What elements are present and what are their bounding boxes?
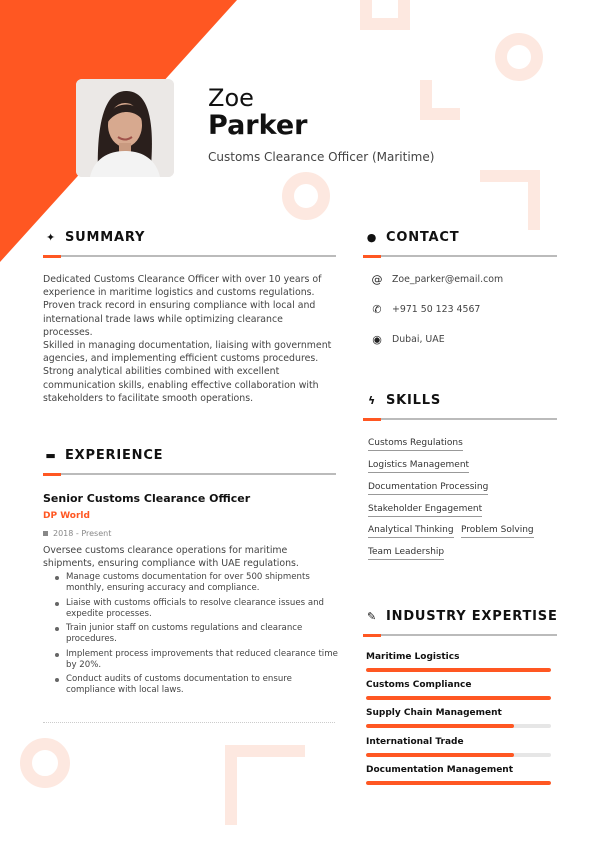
list-item: Conduct audits of customs documentation to ensure compliance with local laws. bbox=[53, 674, 338, 696]
expertise-level-bar bbox=[366, 668, 551, 672]
job-entry-bullets bbox=[53, 572, 338, 700]
background-shape bbox=[420, 80, 460, 120]
expertise-name: Maritime Logistics bbox=[366, 652, 460, 662]
expertise-level-bar bbox=[366, 696, 551, 700]
skill-tag: Analytical Thinking bbox=[368, 525, 454, 538]
skill-tag: Logistics Management bbox=[368, 460, 469, 473]
job-entry-description: Oversee customs clearance operations for maritime shipments, ensuring compliance with UAE regulations. bbox=[43, 545, 299, 570]
list-item: Liaise with customs officials to resolve clearance issues and expedite processes. bbox=[53, 598, 338, 620]
experience-heading bbox=[45, 448, 163, 463]
at-sign-icon: @ bbox=[371, 273, 383, 286]
skill-tag: Problem Solving bbox=[461, 525, 534, 538]
expertise-level-fill bbox=[366, 668, 551, 672]
expertise-divider bbox=[363, 634, 557, 636]
wrench-icon: ✎ bbox=[366, 610, 378, 623]
summary-heading bbox=[45, 230, 145, 245]
sparkle-icon: ✦ bbox=[45, 231, 57, 244]
skill-tag: Stakeholder Engagement bbox=[368, 504, 482, 517]
skills-divider bbox=[363, 418, 557, 420]
contact-email-text[interactable]: Zoe_parker@email.com bbox=[392, 274, 504, 285]
contact-email[interactable] bbox=[370, 273, 503, 286]
contact-phone[interactable] bbox=[370, 303, 480, 316]
list-item: Manage customs documentation for over 500 shipments monthly, ensuring accuracy and compliance. bbox=[53, 572, 338, 594]
contact-divider bbox=[363, 255, 557, 257]
background-shape bbox=[360, 0, 410, 30]
expertise-level-bar bbox=[366, 753, 551, 757]
location-pin-icon: ◉ bbox=[372, 333, 382, 346]
person-photo-icon bbox=[76, 79, 174, 177]
expertise-name: Supply Chain Management bbox=[366, 708, 502, 719]
background-shape bbox=[495, 33, 543, 81]
contact-location-text: Dubai, UAE bbox=[392, 334, 445, 345]
contact-heading-label: CONTACT bbox=[386, 230, 460, 245]
first-name: Zoe bbox=[208, 84, 254, 112]
section-end-divider bbox=[43, 722, 335, 723]
job-title: Customs Clearance Officer (Maritime) bbox=[208, 150, 435, 164]
lightning-icon: ϟ bbox=[367, 394, 377, 407]
skills-heading-label: SKILLS bbox=[386, 393, 442, 408]
summary-heading-label: SUMMARY bbox=[65, 230, 146, 245]
expertise-level-fill bbox=[366, 781, 551, 785]
person-icon: ● bbox=[366, 231, 378, 244]
last-name: Parker bbox=[208, 110, 308, 141]
summary-paragraph: Skilled in managing documentation, liaising with government agencies, and implementing efficient customs procedures. Strong analytical abilities combined with excellent communication skills, enabling effective collaboration with stakeholders to facilitate smooth operations. bbox=[43, 340, 332, 404]
list-item: Train junior staff on customs regulations and clearance procedures. bbox=[53, 623, 338, 645]
skill-tag: Customs Regulations bbox=[368, 438, 463, 451]
background-shape bbox=[480, 170, 540, 230]
background-shape bbox=[225, 745, 305, 825]
contact-location bbox=[370, 333, 445, 346]
summary-divider bbox=[43, 255, 336, 257]
calendar-icon bbox=[43, 531, 48, 536]
expertise-heading-label: INDUSTRY EXPERTISE bbox=[386, 609, 558, 624]
expertise-name: Customs Compliance bbox=[366, 680, 472, 691]
summary-paragraph: Dedicated Customs Clearance Officer with over 10 years of experience in maritime logistics and customs regulations. Proven track record in ensuring compliance with local and international trade laws while optimizing clearance processes. bbox=[43, 274, 322, 338]
experience-heading-label: EXPERIENCE bbox=[65, 448, 164, 463]
profile-photo bbox=[76, 79, 174, 177]
expertise-level-fill bbox=[366, 753, 514, 757]
phone-icon: ✆ bbox=[372, 303, 382, 316]
expertise-name: Documentation Management bbox=[366, 764, 514, 775]
expertise-heading bbox=[366, 609, 558, 624]
expertise-level-fill bbox=[366, 724, 514, 728]
experience-divider bbox=[43, 473, 336, 475]
expertise-level-fill bbox=[366, 696, 551, 700]
briefcase-icon: ▬ bbox=[45, 449, 57, 462]
expertise-level-bar bbox=[366, 781, 551, 785]
expertise-name: International Trade bbox=[366, 736, 464, 747]
contact-heading bbox=[366, 230, 459, 245]
background-shape bbox=[282, 172, 330, 220]
skill-tag: Team Leadership bbox=[368, 547, 444, 560]
list-item: Implement process improvements that reduced clearance time by 20%. bbox=[53, 649, 338, 671]
job-entry-company: DP World bbox=[43, 511, 90, 521]
background-shape bbox=[20, 738, 70, 788]
job-entry-dates bbox=[43, 529, 111, 538]
job-entry-title: Senior Customs Clearance Officer bbox=[43, 492, 251, 505]
skill-tag: Documentation Processing bbox=[368, 482, 488, 495]
contact-phone-text[interactable]: +971 50 123 4567 bbox=[392, 304, 481, 315]
job-entry-dates-text: 2018 - Present bbox=[53, 529, 112, 538]
expertise-level-bar bbox=[366, 724, 551, 728]
skills-heading bbox=[366, 393, 441, 408]
